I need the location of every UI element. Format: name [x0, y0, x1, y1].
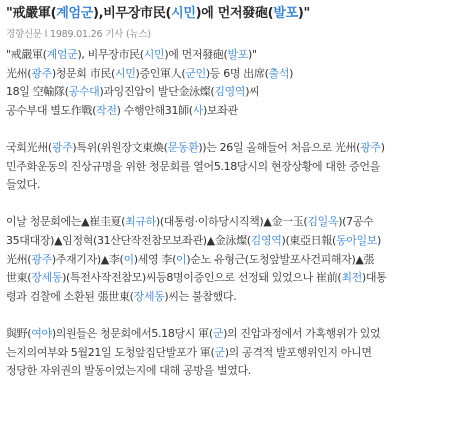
hanja-reading: 군인 — [185, 66, 206, 80]
hanja-reading: 작전 — [96, 103, 117, 117]
hanja-reading: 공수대 — [68, 85, 100, 99]
text-segment: 국회光州( — [6, 140, 52, 154]
text-segment: 世東( — [6, 271, 32, 285]
text-line — [6, 65, 447, 84]
text-line — [6, 46, 447, 65]
text-segment: )(특전사작전참모)씨등8명이증인으로 선정돼 있었으나 崔前( — [62, 271, 342, 285]
hanja-reading: 시민 — [114, 66, 136, 80]
hanja-reading: 문동환 — [167, 140, 199, 154]
text-line — [6, 213, 447, 232]
text-segment: )의원들은 청문회에서5.18당시 軍( — [51, 326, 213, 340]
text-segment: 들었다. — [6, 178, 40, 192]
hanja-reading: 출석 — [268, 66, 290, 80]
text-segment: )(대통령·이하당시직책)▲金一玉( — [155, 215, 308, 229]
hanja-reading: 장세동 — [133, 289, 165, 303]
text-segment: "戒嚴軍( — [6, 6, 57, 21]
text-segment: "戒嚴軍( — [6, 48, 47, 61]
hanja-reading: 김영역 — [214, 85, 246, 99]
text-segment: )(7공수 — [338, 215, 374, 229]
text-segment: )의 진압과정에서 가혹행위가 있었 — [223, 326, 381, 340]
text-segment: )주재기자)▲李( — [51, 252, 124, 266]
paragraph — [6, 46, 447, 120]
text-segment: ) — [380, 140, 385, 154]
hanja-reading: 동아일보 — [335, 233, 378, 247]
paragraph — [6, 139, 447, 195]
text-segment: )에 먼저發砲( — [195, 6, 274, 21]
text-segment: )(東亞日報( — [281, 233, 336, 247]
hanja-reading: 광주 — [31, 66, 52, 80]
article-meta: 경향신문 l 1989.01.26 기사 (뉴스) — [6, 29, 151, 40]
text-line — [6, 102, 447, 121]
text-segment: )청문회 市民( — [51, 66, 115, 80]
text-segment: 민주화운동의 진상규명을 위한 청문회를 열어5.18당시의 현장상황에 대한 증언을 — [6, 159, 380, 173]
text-segment: 與野( — [6, 326, 32, 340]
hanja-reading: 사 — [192, 103, 203, 117]
text-segment: )씨 — [245, 85, 260, 99]
hanja-reading: 광주 — [360, 140, 381, 154]
hanja-reading: 시민 — [143, 48, 165, 61]
text-line — [6, 232, 447, 251]
text-segment: )과잉진압이 발단金泳燦( — [99, 85, 215, 99]
hanja-reading: 장세동 — [31, 271, 63, 285]
hanja-reading: 발포 — [227, 48, 249, 61]
text-segment: )" — [297, 6, 310, 21]
hanja-reading: 시민 — [171, 6, 196, 21]
paragraph — [6, 213, 447, 306]
text-segment: 光州( — [6, 252, 32, 266]
hanja-reading: 광주 — [51, 140, 73, 154]
hanja-reading: 발포 — [273, 6, 298, 21]
text-segment: ))는 26일 올해들어 처음으로 光州( — [198, 140, 361, 154]
text-segment: 정당한 자위권의 발동이었는지에 대해 공방을 벌였다. — [6, 364, 251, 378]
text-segment: )" — [248, 48, 257, 61]
hanja-reading: 군 — [214, 345, 225, 359]
text-line — [6, 325, 447, 344]
text-line — [6, 83, 447, 102]
text-line — [6, 176, 447, 195]
text-line — [6, 251, 447, 270]
hanja-reading: 최규하 — [125, 215, 156, 229]
text-segment: ),비무장市民( — [93, 6, 172, 21]
text-segment: )증인軍人( — [135, 66, 186, 80]
text-segment: )보좌관 — [202, 103, 238, 117]
text-segment: 35대대장)▲임정혁(31산단작전참모보좌관)▲金泳燦( — [6, 233, 251, 247]
hanja-reading: 계엄군 — [46, 48, 78, 61]
hanja-reading: 최전 — [341, 271, 362, 285]
text-segment: 18일 空輸隊( — [6, 85, 69, 99]
article-headline — [6, 4, 447, 24]
text-segment: )특위(위원장文東煥( — [72, 140, 168, 154]
text-segment: )에 먼저發砲( — [164, 48, 228, 61]
paragraph — [6, 325, 447, 381]
text-line — [6, 288, 447, 307]
text-segment: )의 공격적 발포행위인지 아니면 — [224, 345, 372, 359]
text-segment: 이날 청문회에는▲崔圭夏( — [6, 215, 126, 229]
text-segment: 는지의여부와 5월21일 도청앞집단발포가 軍( — [6, 345, 215, 359]
hanja-reading: 이 — [176, 252, 187, 266]
text-line — [6, 269, 447, 288]
hanja-reading: 김일옥 — [307, 215, 339, 229]
text-segment: )순노 유형근(도청앞발포사건피해자)▲張 — [186, 252, 375, 266]
text-segment: )등 6명 出席( — [205, 66, 269, 80]
hanja-reading: 광주 — [31, 252, 52, 266]
hanja-reading: 여야 — [31, 326, 52, 340]
text-segment: )세영 李( — [133, 252, 177, 266]
text-segment: ), 비무장市民( — [77, 48, 144, 61]
hanja-reading: 군 — [212, 326, 224, 340]
text-segment: 공수부대 별도作戰( — [6, 103, 97, 117]
hanja-reading: 이 — [123, 252, 134, 266]
text-segment: )씨는 불참했다. — [164, 289, 237, 303]
text-segment: )대통 — [361, 271, 387, 285]
text-line — [6, 362, 447, 381]
text-line — [6, 139, 447, 158]
text-line — [6, 344, 447, 363]
text-segment: 光州( — [6, 66, 32, 80]
text-segment: ) — [289, 66, 294, 80]
text-line — [6, 158, 447, 177]
hanja-reading: 김영역 — [250, 233, 282, 247]
text-segment: ) 수행안해31師( — [116, 103, 193, 117]
hanja-reading: 계엄군 — [56, 6, 93, 21]
text-segment: ) — [377, 233, 381, 247]
article-body — [6, 46, 447, 381]
text-segment: 령과 검찰에 소환된 張世東( — [6, 289, 134, 303]
